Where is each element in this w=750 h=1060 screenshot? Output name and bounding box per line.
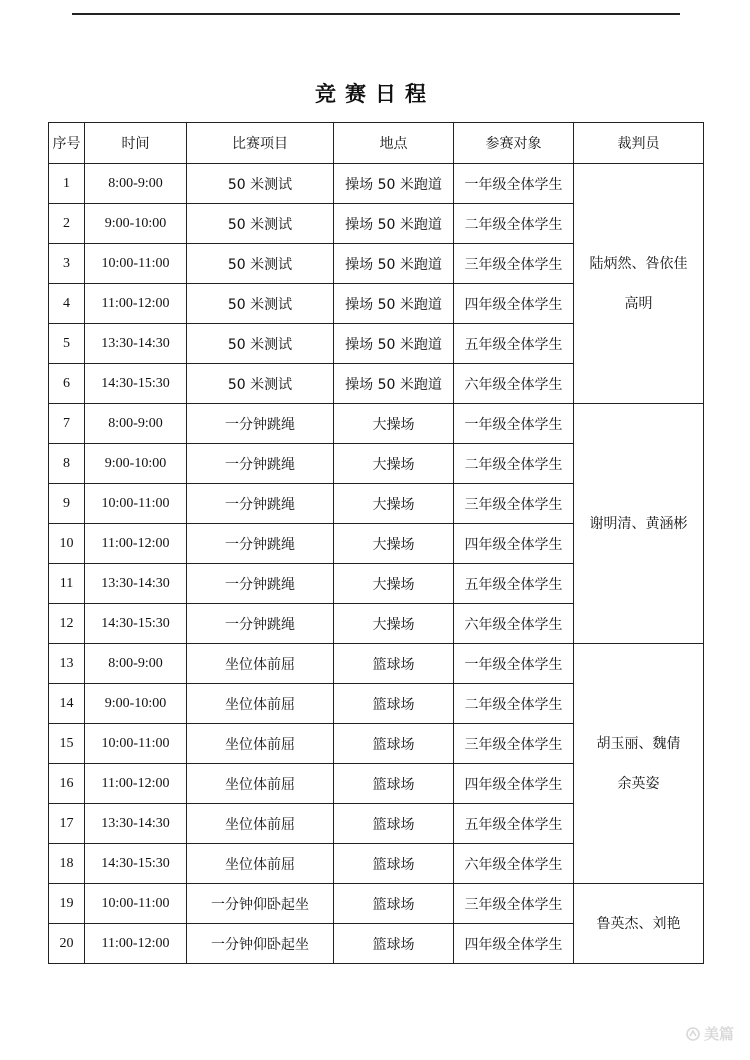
- cell-referee: [574, 164, 704, 404]
- cell-time: 14:30-15:30: [85, 364, 187, 404]
- cell-time: 9:00-10:00: [85, 684, 187, 724]
- cell-target: 二年级全体学生: [454, 444, 574, 484]
- cell-event: 坐位体前屈: [187, 804, 334, 844]
- cell-target: 四年级全体学生: [454, 924, 574, 964]
- referee-line: 鲁英杰、刘艳: [596, 915, 681, 932]
- cell-event: 一分钟跳绳: [187, 404, 334, 444]
- watermark: [686, 1023, 734, 1044]
- cell-event: 50 米测试: [187, 164, 334, 204]
- page-title: 竞赛日程: [315, 82, 435, 106]
- cell-event: 一分钟跳绳: [187, 604, 334, 644]
- cell-place: 篮球场: [334, 884, 454, 924]
- cell-no: 17: [49, 804, 85, 844]
- cell-time: 11:00-12:00: [85, 924, 187, 964]
- cell-no: 1: [49, 164, 85, 204]
- referee-line: 谢明清、黄涵彬: [589, 515, 688, 532]
- cell-time: 11:00-12:00: [85, 524, 187, 564]
- cell-no: 16: [49, 764, 85, 804]
- cell-target: 六年级全体学生: [454, 604, 574, 644]
- cell-no: 2: [49, 204, 85, 244]
- cell-event: 一分钟跳绳: [187, 444, 334, 484]
- cell-target: 一年级全体学生: [454, 404, 574, 444]
- header-place: 地点: [334, 123, 454, 164]
- cell-event: 坐位体前屈: [187, 724, 334, 764]
- table-row: [49, 884, 704, 924]
- cell-time: 13:30-14:30: [85, 804, 187, 844]
- cell-target: 五年级全体学生: [454, 324, 574, 364]
- cell-event: 坐位体前屈: [187, 644, 334, 684]
- cell-no: 15: [49, 724, 85, 764]
- cell-no: 18: [49, 844, 85, 884]
- cell-target: 六年级全体学生: [454, 844, 574, 884]
- top-rule: [72, 13, 680, 15]
- cell-target: 一年级全体学生: [454, 164, 574, 204]
- header-no: 序号: [49, 123, 85, 164]
- schedule-table: [48, 122, 704, 964]
- cell-target: 三年级全体学生: [454, 724, 574, 764]
- cell-no: 8: [49, 444, 85, 484]
- cell-target: 五年级全体学生: [454, 564, 574, 604]
- cell-event: 50 米测试: [187, 324, 334, 364]
- cell-no: 4: [49, 284, 85, 324]
- header-target: 参赛对象: [454, 123, 574, 164]
- cell-target: 六年级全体学生: [454, 364, 574, 404]
- cell-no: 5: [49, 324, 85, 364]
- referee-line: 高明: [624, 295, 653, 312]
- cell-place: 篮球场: [334, 724, 454, 764]
- referee-line: 陆炳然、咎依佳: [589, 255, 688, 272]
- cell-place: 大操场: [334, 564, 454, 604]
- cell-time: 14:30-15:30: [85, 604, 187, 644]
- table-row: [49, 404, 704, 444]
- cell-no: 7: [49, 404, 85, 444]
- cell-place: 篮球场: [334, 684, 454, 724]
- cell-time: 13:30-14:30: [85, 564, 187, 604]
- cell-place: 篮球场: [334, 844, 454, 884]
- header-referee: 裁判员: [574, 123, 704, 164]
- cell-place: 篮球场: [334, 644, 454, 684]
- cell-time: 10:00-11:00: [85, 244, 187, 284]
- cell-target: 二年级全体学生: [454, 684, 574, 724]
- cell-time: 13:30-14:30: [85, 324, 187, 364]
- cell-time: 8:00-9:00: [85, 644, 187, 684]
- cell-time: 14:30-15:30: [85, 844, 187, 884]
- cell-no: 12: [49, 604, 85, 644]
- cell-place: 大操场: [334, 524, 454, 564]
- cell-place: 大操场: [334, 444, 454, 484]
- cell-event: 一分钟跳绳: [187, 564, 334, 604]
- cell-place: 篮球场: [334, 764, 454, 804]
- cell-event: 坐位体前屈: [187, 844, 334, 884]
- cell-no: 11: [49, 564, 85, 604]
- cell-event: 50 米测试: [187, 364, 334, 404]
- cell-event: 50 米测试: [187, 204, 334, 244]
- watermark-label: 美篇: [703, 1025, 734, 1043]
- cell-event: 坐位体前屈: [187, 764, 334, 804]
- cell-no: 6: [49, 364, 85, 404]
- cell-no: 19: [49, 884, 85, 924]
- header-row: [49, 123, 704, 164]
- cell-time: 11:00-12:00: [85, 284, 187, 324]
- cell-no: 3: [49, 244, 85, 284]
- referee-line: 余英姿: [617, 775, 660, 792]
- cell-time: 10:00-11:00: [85, 724, 187, 764]
- cell-no: 13: [49, 644, 85, 684]
- cell-place: 操场 50 米跑道: [334, 164, 454, 204]
- cell-place: 操场 50 米跑道: [334, 364, 454, 404]
- cell-target: 三年级全体学生: [454, 244, 574, 284]
- cell-place: 操场 50 米跑道: [334, 284, 454, 324]
- cell-time: 11:00-12:00: [85, 764, 187, 804]
- cell-time: 9:00-10:00: [85, 444, 187, 484]
- cell-event: 50 米测试: [187, 284, 334, 324]
- schedule-body: [49, 164, 704, 964]
- cell-place: 大操场: [334, 484, 454, 524]
- cell-target: 四年级全体学生: [454, 524, 574, 564]
- cell-event: 一分钟仰卧起坐: [187, 924, 334, 964]
- cell-place: 大操场: [334, 604, 454, 644]
- cell-time: 10:00-11:00: [85, 484, 187, 524]
- cell-target: 三年级全体学生: [454, 484, 574, 524]
- cell-referee: [574, 644, 704, 884]
- cell-target: 一年级全体学生: [454, 644, 574, 684]
- cell-event: 50 米测试: [187, 244, 334, 284]
- cell-event: 一分钟仰卧起坐: [187, 884, 334, 924]
- cell-no: 20: [49, 924, 85, 964]
- cell-event: 一分钟跳绳: [187, 484, 334, 524]
- cell-target: 四年级全体学生: [454, 284, 574, 324]
- cell-time: 8:00-9:00: [85, 164, 187, 204]
- cell-place: 操场 50 米跑道: [334, 204, 454, 244]
- table-row: [49, 164, 704, 204]
- cell-place: 篮球场: [334, 804, 454, 844]
- cell-place: 操场 50 米跑道: [334, 244, 454, 284]
- table-row: [49, 644, 704, 684]
- cell-no: 14: [49, 684, 85, 724]
- header-time: 时间: [85, 123, 187, 164]
- cell-target: 三年级全体学生: [454, 884, 574, 924]
- cell-place: 操场 50 米跑道: [334, 324, 454, 364]
- cell-time: 8:00-9:00: [85, 404, 187, 444]
- cell-no: 9: [49, 484, 85, 524]
- meipian-logo-icon: [686, 1027, 700, 1041]
- cell-event: 一分钟跳绳: [187, 524, 334, 564]
- cell-referee: [574, 404, 704, 644]
- referee-line: 胡玉丽、魏倩: [596, 735, 681, 752]
- header-event: 比赛项目: [187, 123, 334, 164]
- cell-target: 五年级全体学生: [454, 804, 574, 844]
- cell-place: 篮球场: [334, 924, 454, 964]
- cell-time: 9:00-10:00: [85, 204, 187, 244]
- cell-target: 二年级全体学生: [454, 204, 574, 244]
- cell-time: 10:00-11:00: [85, 884, 187, 924]
- cell-no: 10: [49, 524, 85, 564]
- cell-event: 坐位体前屈: [187, 684, 334, 724]
- cell-target: 四年级全体学生: [454, 764, 574, 804]
- cell-place: 大操场: [334, 404, 454, 444]
- cell-referee: [574, 884, 704, 964]
